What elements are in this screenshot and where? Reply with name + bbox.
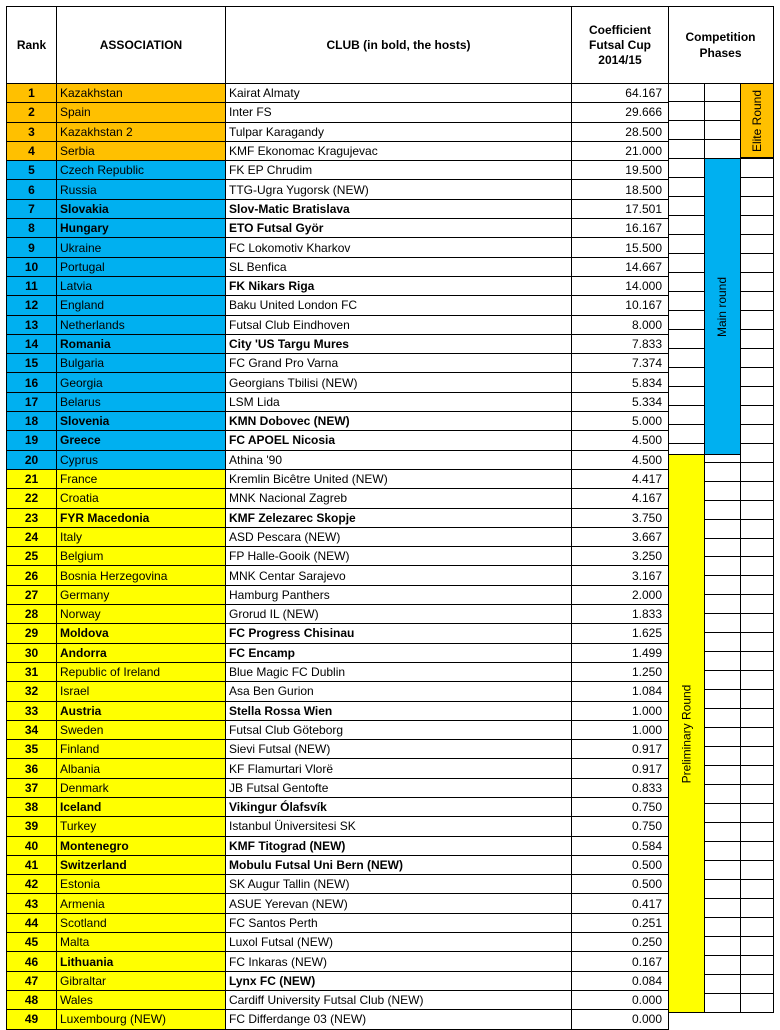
table-row: [7, 392, 669, 411]
table-row: [7, 566, 669, 585]
association-cell: Slovakia: [57, 199, 226, 218]
header-club: CLUB (in bold, the hosts): [226, 7, 572, 84]
table-row: [7, 373, 669, 392]
club-cell: FC Santos Perth: [226, 913, 572, 932]
phases-grid: [668, 83, 774, 1013]
association-cell: Russia: [57, 180, 226, 199]
table-row: [7, 122, 669, 141]
club-cell: City 'US Targu Mures: [226, 334, 572, 353]
rank-cell: 8: [7, 219, 57, 238]
association-cell: Spain: [57, 103, 226, 122]
association-cell: Republic of Ireland: [57, 662, 226, 681]
phase-band-elite: [740, 83, 774, 158]
table-row: [7, 759, 669, 778]
club-cell: LSM Lida: [226, 392, 572, 411]
table-row: [7, 276, 669, 295]
club-cell: MNK Centar Sarajevo: [226, 566, 572, 585]
club-cell: FC Differdange 03 (NEW): [226, 1010, 572, 1029]
association-cell: Sweden: [57, 720, 226, 739]
club-cell: ETO Futsal Györ: [226, 219, 572, 238]
table-body: [7, 84, 669, 1030]
table-row: [7, 489, 669, 508]
table-row: [7, 450, 669, 469]
association-cell: Belarus: [57, 392, 226, 411]
association-cell: Italy: [57, 527, 226, 546]
table-row: [7, 913, 669, 932]
rank-cell: 31: [7, 662, 57, 681]
coefficient-cell: 0.750: [572, 817, 669, 836]
coefficient-cell: 1.250: [572, 662, 669, 681]
ranking-sheet: [6, 6, 774, 1027]
coefficient-cell: 18.500: [572, 180, 669, 199]
rank-cell: 33: [7, 701, 57, 720]
club-cell: Baku United London FC: [226, 296, 572, 315]
rank-cell: 4: [7, 141, 57, 160]
association-cell: Greece: [57, 431, 226, 450]
table-row: [7, 199, 669, 218]
table-row: [7, 875, 669, 894]
coefficient-cell: 1.084: [572, 682, 669, 701]
association-cell: Germany: [57, 585, 226, 604]
table-row: [7, 315, 669, 334]
coefficient-cell: 4.500: [572, 450, 669, 469]
association-cell: Georgia: [57, 373, 226, 392]
club-cell: Kremlin Bicêtre United (NEW): [226, 469, 572, 488]
club-cell: FK Nikars Riga: [226, 276, 572, 295]
rank-cell: 49: [7, 1010, 57, 1029]
grid-line: [773, 83, 774, 1013]
coefficient-cell: 1.499: [572, 643, 669, 662]
club-cell: FC Progress Chisinau: [226, 624, 572, 643]
coefficient-cell: 0.084: [572, 971, 669, 990]
club-cell: Cardiff University Futsal Club (NEW): [226, 990, 572, 1009]
coefficient-cell: 4.500: [572, 431, 669, 450]
coefficient-cell: 1.625: [572, 624, 669, 643]
table-row: [7, 219, 669, 238]
coefficient-cell: 2.000: [572, 585, 669, 604]
coefficient-cell: 14.667: [572, 257, 669, 276]
club-cell: TTG-Ugra Yugorsk (NEW): [226, 180, 572, 199]
club-cell: FC Grand Pro Varna: [226, 354, 572, 373]
coefficient-cell: 21.000: [572, 141, 669, 160]
club-cell: Georgians Tbilisi (NEW): [226, 373, 572, 392]
rank-cell: 47: [7, 971, 57, 990]
rank-cell: 22: [7, 489, 57, 508]
association-cell: Slovenia: [57, 412, 226, 431]
association-cell: Iceland: [57, 797, 226, 816]
club-cell: Sievi Futsal (NEW): [226, 740, 572, 759]
rank-cell: 20: [7, 450, 57, 469]
phase-label-preliminary: Preliminary Round: [679, 684, 694, 783]
club-cell: Futsal Club Göteborg: [226, 720, 572, 739]
coefficient-cell: 0.500: [572, 875, 669, 894]
table-row: [7, 296, 669, 315]
rank-cell: 45: [7, 933, 57, 952]
club-cell: Kairat Almaty: [226, 84, 572, 103]
association-cell: Austria: [57, 701, 226, 720]
coefficient-cell: 0.000: [572, 990, 669, 1009]
table-row: [7, 141, 669, 160]
coefficient-cell: 0.750: [572, 797, 669, 816]
association-cell: Moldova: [57, 624, 226, 643]
table-row: [7, 778, 669, 797]
club-cell: Vikingur Ólafsvík: [226, 797, 572, 816]
table-row: [7, 508, 669, 527]
coefficient-cell: 3.750: [572, 508, 669, 527]
rank-cell: 39: [7, 817, 57, 836]
coefficient-cell: 14.000: [572, 276, 669, 295]
rank-cell: 35: [7, 740, 57, 759]
table-row: [7, 624, 669, 643]
club-cell: FP Halle-Gooik (NEW): [226, 547, 572, 566]
club-cell: Blue Magic FC Dublin: [226, 662, 572, 681]
coefficient-cell: 7.833: [572, 334, 669, 353]
table-row: [7, 431, 669, 450]
rank-cell: 38: [7, 797, 57, 816]
association-cell: Portugal: [57, 257, 226, 276]
coefficient-cell: 28.500: [572, 122, 669, 141]
coefficient-cell: 7.374: [572, 354, 669, 373]
rank-cell: 23: [7, 508, 57, 527]
club-cell: FK EP Chrudim: [226, 161, 572, 180]
club-cell: Slov-Matic Bratislava: [226, 199, 572, 218]
rank-cell: 14: [7, 334, 57, 353]
table-row: [7, 585, 669, 604]
association-cell: Finland: [57, 740, 226, 759]
club-cell: Stella Rossa Wien: [226, 701, 572, 720]
club-cell: MNK Nacional Zagreb: [226, 489, 572, 508]
association-cell: Albania: [57, 759, 226, 778]
rank-cell: 25: [7, 547, 57, 566]
rank-cell: 41: [7, 855, 57, 874]
phase-label-main: Main round: [715, 276, 730, 337]
table-row: [7, 894, 669, 913]
table-row: [7, 547, 669, 566]
association-cell: Bosnia Herzegovina: [57, 566, 226, 585]
rank-cell: 28: [7, 605, 57, 624]
association-cell: Croatia: [57, 489, 226, 508]
table-row: [7, 701, 669, 720]
coefficient-cell: 29.666: [572, 103, 669, 122]
phase-band-main: [704, 158, 741, 455]
header-association: ASSOCIATION: [57, 7, 226, 84]
club-cell: JB Futsal Gentofte: [226, 778, 572, 797]
coefficient-cell: 0.917: [572, 740, 669, 759]
table-row: [7, 797, 669, 816]
rank-cell: 21: [7, 469, 57, 488]
association-cell: Norway: [57, 605, 226, 624]
rank-cell: 10: [7, 257, 57, 276]
association-cell: Serbia: [57, 141, 226, 160]
rank-cell: 16: [7, 373, 57, 392]
association-cell: Estonia: [57, 875, 226, 894]
table-row: [7, 103, 669, 122]
rank-cell: 17: [7, 392, 57, 411]
association-cell: Turkey: [57, 817, 226, 836]
club-cell: Futsal Club Eindhoven: [226, 315, 572, 334]
club-cell: Tulpar Karagandy: [226, 122, 572, 141]
coefficient-cell: 1.833: [572, 605, 669, 624]
rank-cell: 27: [7, 585, 57, 604]
table-row: [7, 662, 669, 681]
association-cell: Gibraltar: [57, 971, 226, 990]
table-row: [7, 605, 669, 624]
rank-cell: 26: [7, 566, 57, 585]
rank-cell: 2: [7, 103, 57, 122]
table-row: [7, 412, 669, 431]
rank-cell: 12: [7, 296, 57, 315]
coefficient-cell: 3.250: [572, 547, 669, 566]
rank-cell: 15: [7, 354, 57, 373]
rank-cell: 6: [7, 180, 57, 199]
club-cell: FC Inkaras (NEW): [226, 952, 572, 971]
association-cell: Latvia: [57, 276, 226, 295]
table-row: [7, 84, 669, 103]
association-cell: FYR Macedonia: [57, 508, 226, 527]
coefficient-cell: 0.500: [572, 855, 669, 874]
header-row: [7, 7, 669, 84]
header-phases: Competition Phases: [668, 6, 774, 84]
phase-label-elite: Elite Round: [750, 89, 765, 152]
table-row: [7, 990, 669, 1009]
club-cell: KMF Titograd (NEW): [226, 836, 572, 855]
coefficient-cell: 64.167: [572, 84, 669, 103]
rank-cell: 3: [7, 122, 57, 141]
association-cell: Ukraine: [57, 238, 226, 257]
coefficient-cell: 1.000: [572, 701, 669, 720]
club-cell: ASUE Yerevan (NEW): [226, 894, 572, 913]
coefficient-cell: 15.500: [572, 238, 669, 257]
table-row: [7, 720, 669, 739]
table-row: [7, 238, 669, 257]
header-coefficient: Coefficient Futsal Cup 2014/15: [572, 7, 669, 84]
club-cell: Luxol Futsal (NEW): [226, 933, 572, 952]
association-cell: Luxembourg (NEW): [57, 1010, 226, 1029]
table-row: [7, 527, 669, 546]
rank-cell: 44: [7, 913, 57, 932]
association-cell: Czech Republic: [57, 161, 226, 180]
table-row: [7, 257, 669, 276]
coefficient-cell: 5.834: [572, 373, 669, 392]
coefficient-cell: 0.250: [572, 933, 669, 952]
table-row: [7, 1010, 669, 1029]
table-row: [7, 643, 669, 662]
phase-band-preliminary: [668, 454, 705, 1013]
rank-cell: 1: [7, 84, 57, 103]
coefficient-cell: 0.833: [572, 778, 669, 797]
rank-cell: 42: [7, 875, 57, 894]
table-row: [7, 971, 669, 990]
club-cell: Hamburg Panthers: [226, 585, 572, 604]
table-row: [7, 836, 669, 855]
association-cell: England: [57, 296, 226, 315]
coefficient-cell: 17.501: [572, 199, 669, 218]
coefficient-cell: 0.167: [572, 952, 669, 971]
club-cell: Mobulu Futsal Uni Bern (NEW): [226, 855, 572, 874]
table-row: [7, 933, 669, 952]
grid-line: [740, 83, 741, 1013]
association-cell: Netherlands: [57, 315, 226, 334]
association-cell: Lithuania: [57, 952, 226, 971]
table-row: [7, 161, 669, 180]
coefficient-cell: 0.917: [572, 759, 669, 778]
rank-cell: 40: [7, 836, 57, 855]
coefficient-cell: 16.167: [572, 219, 669, 238]
club-cell: Athina '90: [226, 450, 572, 469]
grid-line: [704, 83, 705, 1013]
club-cell: ASD Pescara (NEW): [226, 527, 572, 546]
table-row: [7, 469, 669, 488]
club-cell: Lynx FC (NEW): [226, 971, 572, 990]
club-cell: Grorud IL (NEW): [226, 605, 572, 624]
club-cell: SL Benfica: [226, 257, 572, 276]
rank-cell: 37: [7, 778, 57, 797]
coefficient-cell: 5.000: [572, 412, 669, 431]
rank-cell: 19: [7, 431, 57, 450]
table-row: [7, 952, 669, 971]
table-row: [7, 682, 669, 701]
rank-cell: 18: [7, 412, 57, 431]
table-row: [7, 180, 669, 199]
association-cell: Montenegro: [57, 836, 226, 855]
rank-cell: 24: [7, 527, 57, 546]
association-cell: Kazakhstan: [57, 84, 226, 103]
club-cell: Inter FS: [226, 103, 572, 122]
rank-cell: 11: [7, 276, 57, 295]
club-cell: SK Augur Tallin (NEW): [226, 875, 572, 894]
association-cell: Romania: [57, 334, 226, 353]
club-cell: FC APOEL Nicosia: [226, 431, 572, 450]
header-rank: Rank: [7, 7, 57, 84]
rank-cell: 30: [7, 643, 57, 662]
rank-cell: 9: [7, 238, 57, 257]
club-cell: KMN Dobovec (NEW): [226, 412, 572, 431]
rank-cell: 7: [7, 199, 57, 218]
coefficient-cell: 0.417: [572, 894, 669, 913]
rank-cell: 36: [7, 759, 57, 778]
rank-cell: 46: [7, 952, 57, 971]
club-cell: KMF Zelezarec Skopje: [226, 508, 572, 527]
table-row: [7, 334, 669, 353]
association-cell: Denmark: [57, 778, 226, 797]
coefficient-cell: 8.000: [572, 315, 669, 334]
rank-cell: 13: [7, 315, 57, 334]
club-cell: KF Flamurtari Vlorë: [226, 759, 572, 778]
coefficient-cell: 4.417: [572, 469, 669, 488]
association-cell: Bulgaria: [57, 354, 226, 373]
coefficient-cell: 10.167: [572, 296, 669, 315]
coefficient-cell: 19.500: [572, 161, 669, 180]
association-cell: France: [57, 469, 226, 488]
coefficient-cell: 4.167: [572, 489, 669, 508]
club-cell: Istanbul Üniversitesi SK: [226, 817, 572, 836]
association-cell: Scotland: [57, 913, 226, 932]
competition-phases: [668, 6, 774, 1013]
club-cell: FC Encamp: [226, 643, 572, 662]
coefficient-cell: 1.000: [572, 720, 669, 739]
ranking-table: [6, 6, 669, 1030]
association-cell: Hungary: [57, 219, 226, 238]
coefficient-cell: 3.167: [572, 566, 669, 585]
coefficient-cell: 3.667: [572, 527, 669, 546]
association-cell: Belgium: [57, 547, 226, 566]
rank-cell: 29: [7, 624, 57, 643]
club-cell: FC Lokomotiv Kharkov: [226, 238, 572, 257]
association-cell: Armenia: [57, 894, 226, 913]
coefficient-cell: 5.334: [572, 392, 669, 411]
rank-cell: 32: [7, 682, 57, 701]
coefficient-cell: 0.251: [572, 913, 669, 932]
coefficient-cell: 0.000: [572, 1010, 669, 1029]
club-cell: Asa Ben Gurion: [226, 682, 572, 701]
club-cell: KMF Ekonomac Kragujevac: [226, 141, 572, 160]
table-row: [7, 817, 669, 836]
association-cell: Switzerland: [57, 855, 226, 874]
rank-cell: 48: [7, 990, 57, 1009]
table-row: [7, 855, 669, 874]
association-cell: Cyprus: [57, 450, 226, 469]
rank-cell: 34: [7, 720, 57, 739]
association-cell: Wales: [57, 990, 226, 1009]
table-row: [7, 354, 669, 373]
association-cell: Kazakhstan 2: [57, 122, 226, 141]
grid-line: [668, 83, 669, 1013]
rank-cell: 43: [7, 894, 57, 913]
association-cell: Malta: [57, 933, 226, 952]
coefficient-cell: 0.584: [572, 836, 669, 855]
association-cell: Andorra: [57, 643, 226, 662]
association-cell: Israel: [57, 682, 226, 701]
rank-cell: 5: [7, 161, 57, 180]
table-row: [7, 740, 669, 759]
